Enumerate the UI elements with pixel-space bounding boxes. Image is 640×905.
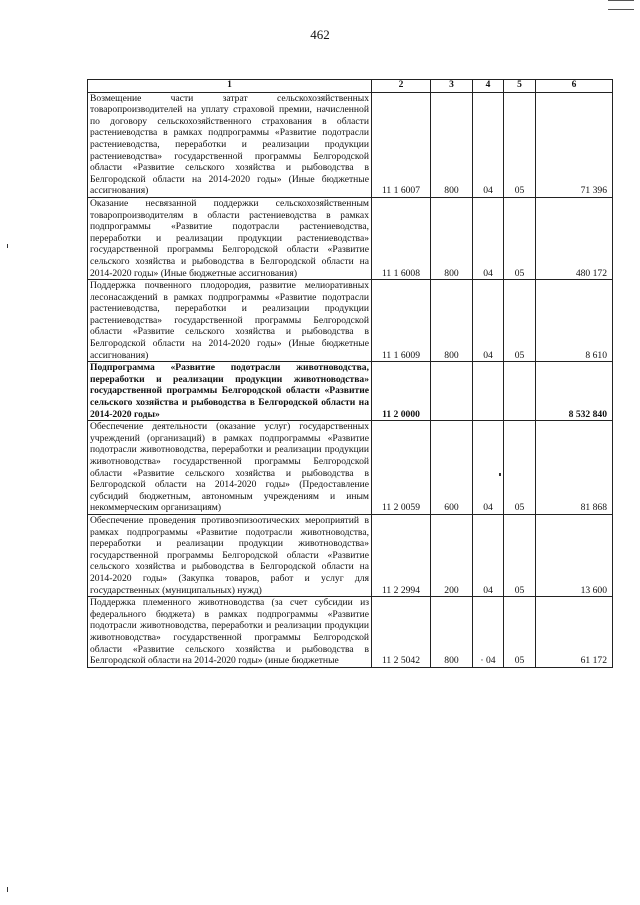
row-description: Поддержка почвенного плодородия, развитие мелиоративных лесонасаждений в рамках подпрограммы «Развитие подотрасли растениеводства, переработки и реализации продукции растениеводства» государственной программы Белгородской области «Развитие сельского хозяйства и рыбоводства в Белгородской области на 2014-2020 годы» (Иные бюджетные ассигнования): [88, 280, 372, 362]
expense-type-code: [431, 362, 473, 421]
expense-type-code: 800: [431, 597, 473, 668]
row-description: Обеспечение проведения противоэпизоотических мероприятий в рамках подпрограммы «Развитие подотрасли животноводства, переработки и реализации продукции животноводства» государственной программы Белгородской области «Развитие сельского хозяйства и рыбоводства в Белгородской области на 2014-2020 годы» (Закупка товаров, работ и услуг для государственных (муниципальных) нужд): [88, 514, 372, 596]
amount: 61 172: [536, 597, 613, 668]
target-article-code: 11 2 2994: [372, 514, 431, 596]
row-description: Возмещение части затрат сельскохозяйственных товаропроизводителей на уплату страховой премии, начисленной по договору сельскохозяйственного страхования в области растениеводства в рамках подпрограммы «Развитие подотрасли растениеводства, переработки и реализации продукции растениеводства» государственной программы Белгородской области «Развитие сельского хозяйства и рыбоводства в Белгородской области на 2014-2020 годы» (Иные бюджетные ассигнования): [88, 92, 372, 197]
subsection-code: 05: [504, 92, 536, 197]
subsection-code: 05: [504, 421, 536, 515]
scan-speck: [7, 887, 8, 892]
amount: 81 868: [536, 421, 613, 515]
target-article-code: 11 1 6008: [372, 197, 431, 279]
table-row: [88, 197, 613, 279]
section-code: 04: [473, 514, 504, 596]
column-header-1: 1: [88, 80, 372, 93]
target-article-code: 11 1 6007: [372, 92, 431, 197]
row-description: Подпрограмма «Развитие подотрасли животноводства, переработки и реализации продукции животноводства» государственной программы Белгородской области «Развитие сельского хозяйства и рыбоводства в Белгородской области на 2014-2020 годы»: [88, 362, 372, 421]
row-description: Оказание несвязанной поддержки сельскохозяйственным товаропроизводителям в области растениеводства в рамках подпрограммы «Развитие подотрасли растениеводства, переработки и реализации продукции растениеводства» государственной программы Белгородской области «Развитие сельского хозяйства и рыбоводства в Белгородской области на 2014-2020 годы» (Иные бюджетные ассигнования): [88, 197, 372, 279]
table-row: [88, 597, 613, 668]
section-code: · 04: [473, 597, 504, 668]
section-code: 04: [473, 197, 504, 279]
row-description: Обеспечение деятельности (оказание услуг) государственных учреждений (организаций) в рамках подпрограммы «Развитие подотрасли животноводства, переработки и реализации продукции животноводства» государственной программы Белгородской области «Развитие сельского хозяйства и рыбоводства в Белгородской области на 2014-2020 годы» (Предоставление субсидий бюджетным, автономным учреждениям и иным некоммерческим организациям): [88, 421, 372, 515]
section-code: [473, 362, 504, 421]
expense-type-code: 800: [431, 280, 473, 362]
row-description: Поддержка племенного животноводства (за счет субсидии из федерального бюджета) в рамках подпрограммы «Развитие подотрасли животноводства, переработки и реализации продукции животноводства» государственной программы Белгородской области «Развитие сельского хозяйства и рыбоводства в Белгородской области на 2014-2020 годы» (иные бюджетные: [88, 597, 372, 668]
table-row: [88, 514, 613, 596]
page-number: 462: [310, 27, 330, 42]
amount: 480 172: [536, 197, 613, 279]
column-header-5: 5: [504, 80, 536, 93]
subsection-code: 05: [504, 197, 536, 279]
expense-type-code: 600: [431, 421, 473, 515]
amount: 71 396: [536, 92, 613, 197]
target-article-code: 11 2 0059: [372, 421, 431, 515]
header-row: [88, 80, 613, 93]
budget-table: [87, 79, 613, 668]
expense-type-code: 200: [431, 514, 473, 596]
table-row: [88, 92, 613, 197]
expense-type-code: 800: [431, 197, 473, 279]
table-row: [88, 421, 613, 515]
section-code: 04: [473, 280, 504, 362]
subsection-code: [504, 362, 536, 421]
section-code: 04: [473, 92, 504, 197]
target-article-code: 11 1 6009: [372, 280, 431, 362]
subsection-code: 05: [504, 514, 536, 596]
scan-speck: [7, 244, 8, 248]
column-header-6: 6: [536, 80, 613, 93]
page-corner-mark: [608, 0, 634, 10]
amount: 8 532 840: [536, 362, 613, 421]
section-code: 04: [473, 421, 504, 515]
table-row-subprogram: [88, 362, 613, 421]
subsection-code: 05: [504, 280, 536, 362]
column-header-2: 2: [372, 80, 431, 93]
column-header-4: 4: [473, 80, 504, 93]
table-row: [88, 280, 613, 362]
target-article-code: 11 2 5042: [372, 597, 431, 668]
target-article-code: 11 2 0000: [372, 362, 431, 421]
subsection-code: 05: [504, 597, 536, 668]
column-header-3: 3: [431, 80, 473, 93]
amount: 8 610: [536, 280, 613, 362]
amount: 13 600: [536, 514, 613, 596]
expense-type-code: 800: [431, 92, 473, 197]
